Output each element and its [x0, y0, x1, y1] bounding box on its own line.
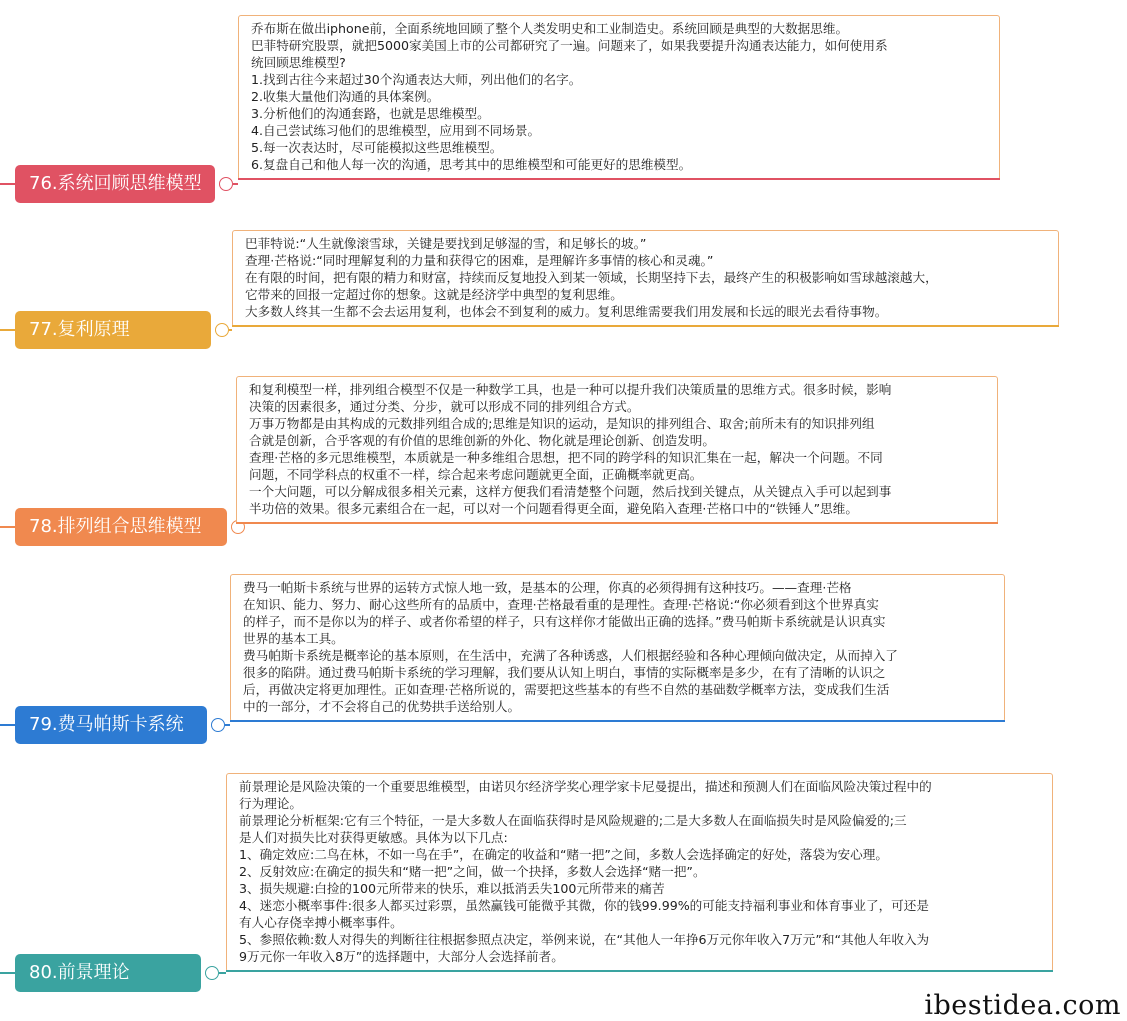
- note-line: 大多数人终其一生都不会去运用复利，也体会不到复利的威力。复利思维需要我们用发展和长远的眼光去看待事物。: [245, 304, 888, 319]
- branch-line: [0, 526, 16, 528]
- topic-label: 77.复利原理: [29, 319, 130, 340]
- note-line: 5.每一次表达时，尽可能模拟这些思维模型。: [251, 140, 503, 155]
- topic-node[interactable]: [15, 508, 227, 546]
- note-line: 半功倍的效果。很多元素组合在一起，可以对一个问题看得更全面，避免陷入查理·芒格口中的“铁锤人”思维。: [249, 501, 858, 516]
- topic-label: 79.费马帕斯卡系统: [29, 714, 184, 735]
- note-line: 2、反射效应:在确定的损失和“赌一把”之间，做一个抉择，多数人会选择“赌一把”。: [239, 864, 706, 879]
- topic-label: 76.系统回顾思维模型: [29, 173, 202, 194]
- note-underline: [232, 325, 1059, 327]
- topic-label: 80.前景理论: [29, 962, 130, 983]
- note-line: 它带来的回报一定超过你的想象。这就是经济学中典型的复利思维。: [245, 287, 623, 302]
- topic-note: [226, 773, 1053, 972]
- note-line: 和复利模型一样，排列组合模型不仅是一种数学工具，也是一种可以提升我们决策质量的思维方式。很多时候，影响: [249, 382, 892, 397]
- branch-line: [0, 972, 16, 974]
- note-line: 世界的基本工具。: [243, 631, 344, 646]
- note-line: 查理·芒格的多元思维模型，本质就是一种多维组合思想，把不同的跨学科的知识汇集在一起，解决一个问题。不同: [249, 450, 883, 465]
- collapse-toggle-icon[interactable]: [211, 718, 225, 732]
- note-line: 乔布斯在做出iphone前，全面系统地回顾了整个人类发明史和工业制造史。系统回顾是典型的大数据思维。: [251, 21, 849, 36]
- note-line: 4.自己尝试练习他们的思维模型，应用到不同场景。: [251, 123, 541, 138]
- note-line: 4、迷恋小概率事件:很多人都买过彩票，虽然赢钱可能微乎其微，你的钱99.99%的可能支持福利事业和体育事业了，可还是: [239, 898, 929, 913]
- note-line: 前景理论是风险决策的一个重要思维模型，由诺贝尔经济学奖心理学家卡尼曼提出，描述和预测人们在面临风险决策过程中的: [239, 779, 932, 794]
- note-underline: [230, 720, 1005, 722]
- topic-note: [238, 15, 1000, 180]
- note-underline: [226, 970, 1053, 972]
- note-line: 1、确定效应:二鸟在林，不如一鸟在手”，在确定的收益和“赌一把”之间，多数人会选择确定的好处，落袋为安心理。: [239, 847, 888, 862]
- note-line: 行为理论。: [239, 796, 302, 811]
- branch-line: [0, 724, 16, 726]
- connector-line: [225, 724, 230, 726]
- note-line: 的样子，而不是你以为的样子、或者你希望的样子，只有这样你才能做出正确的选择。”费马帕斯卡系统就是认识真实: [243, 614, 886, 629]
- branch-line: [0, 183, 16, 185]
- topic-node[interactable]: [15, 706, 207, 744]
- note-line: 很多的陷阱。通过费马帕斯卡系统的学习理解，我们要从认知上明白，事情的实际概率是多少，在有了清晰的认识之: [243, 665, 886, 680]
- note-line: 巴菲特研究股票，就把5000家美国上市的公司都研究了一遍。问题来了，如果我要提升沟通表达能力，如何使用系: [251, 38, 888, 53]
- note-line: 中的一部分，才不会将自己的优势拱手送给别人。: [243, 699, 521, 714]
- note-line: 统回顾思维模型?: [251, 55, 346, 70]
- note-line: 在知识、能力、努力、耐心这些所有的品质中，查理·芒格最看重的是理性。查理·芒格说:“你必须看到这个世界真实: [243, 597, 879, 612]
- note-line: 一个大问题，可以分解成很多相关元素，这样方便我们看清楚整个问题，然后找到关键点，从关键点入手可以起到事: [249, 484, 892, 499]
- note-line: 有人心存侥幸搏小概率事件。: [239, 915, 403, 930]
- note-underline: [238, 178, 1000, 180]
- topic-note: [230, 574, 1005, 722]
- note-line: 3.分析他们的沟通套路，也就是思维模型。: [251, 106, 490, 121]
- note-line: 后，再做决定将更加理性。正如查理·芒格所说的，需要把这些基本的有些不自然的基础数学概率方法，变成我们生活: [243, 682, 890, 697]
- connector-line: [219, 972, 226, 974]
- topic-node[interactable]: [15, 165, 215, 203]
- note-line: 决策的因素很多，通过分类、分步，就可以形成不同的排列组合方式。: [249, 399, 640, 414]
- note-line: 是人们对损失比对获得更敏感。具体为以下几点:: [239, 830, 508, 845]
- topic-node[interactable]: [15, 954, 201, 992]
- note-line: 合就是创新，合乎客观的有价值的思维创新的外化、物化就是理论创新、创造发明。: [249, 433, 715, 448]
- note-line: 费马一帕斯卡系统与世界的运转方式惊人地一致，是基本的公理，你真的必须得拥有这种技巧。——查理·芒格: [243, 580, 852, 595]
- note-line: 1.找到古往今来超过30个沟通表达大师，列出他们的名字。: [251, 72, 582, 87]
- collapse-toggle-icon[interactable]: [215, 323, 229, 337]
- collapse-toggle-icon[interactable]: [205, 966, 219, 980]
- connector-line: [233, 183, 238, 185]
- note-line: 9万元你一年收入8万”的选择题中，大部分人会选择前者。: [239, 949, 564, 964]
- note-line: 前景理论分析框架:它有三个特征，一是大多数人在面临获得时是风险规避的;二是大多数人在面临损失时是风险偏爱的;三: [239, 813, 907, 828]
- note-line: 查理·芒格说:“同时理解复利的力量和获得它的困难，是理解许多事情的核心和灵魂。”: [245, 253, 714, 268]
- connector-line: [229, 329, 232, 331]
- note-line: 2.收集大量他们沟通的具体案例。: [251, 89, 440, 104]
- topic-note: [236, 376, 998, 524]
- topic-node[interactable]: [15, 311, 211, 349]
- branch-line: [0, 329, 16, 331]
- note-line: 在有限的时间，把有限的精力和财富，持续而反复地投入到某一领域，长期坚持下去，最终产生的积极影响如雪球越滚越大，: [245, 270, 938, 285]
- note-line: 问题，不同学科点的权重不一样，综合起来考虑问题就更全面，正确概率就更高。: [249, 467, 703, 482]
- note-line: 万事万物都是由其构成的元数排列组合成的;思维是知识的运动，是知识的排列组合、取舍;前所未有的知识排列组: [249, 416, 875, 431]
- watermark: ibestidea.com: [924, 990, 1121, 1021]
- topic-label: 78.排列组合思维模型: [29, 516, 202, 537]
- topic-note: [232, 230, 1059, 327]
- note-underline: [236, 522, 998, 524]
- note-line: 费马帕斯卡系统是概率论的基本原则，在生活中，充满了各种诱惑，人们根据经验和各种心理倾向做决定，从而掉入了: [243, 648, 898, 663]
- note-line: 3、损失规避:白捡的100元所带来的快乐，难以抵消丢失100元所带来的痛苦: [239, 881, 665, 896]
- note-line: 巴菲特说:“人生就像滚雪球，关键是要找到足够湿的雪，和足够长的坡。”: [245, 236, 647, 251]
- collapse-toggle-icon[interactable]: [219, 177, 233, 191]
- note-line: 5、参照依赖:数人对得失的判断往往根据参照点决定，举例来说，在“其他人一年挣6万元你年收入7万元”和“其他人年收入为: [239, 932, 930, 947]
- note-line: 6.复盘自己和他人每一次的沟通，思考其中的思维模型和可能更好的思维模型。: [251, 157, 692, 172]
